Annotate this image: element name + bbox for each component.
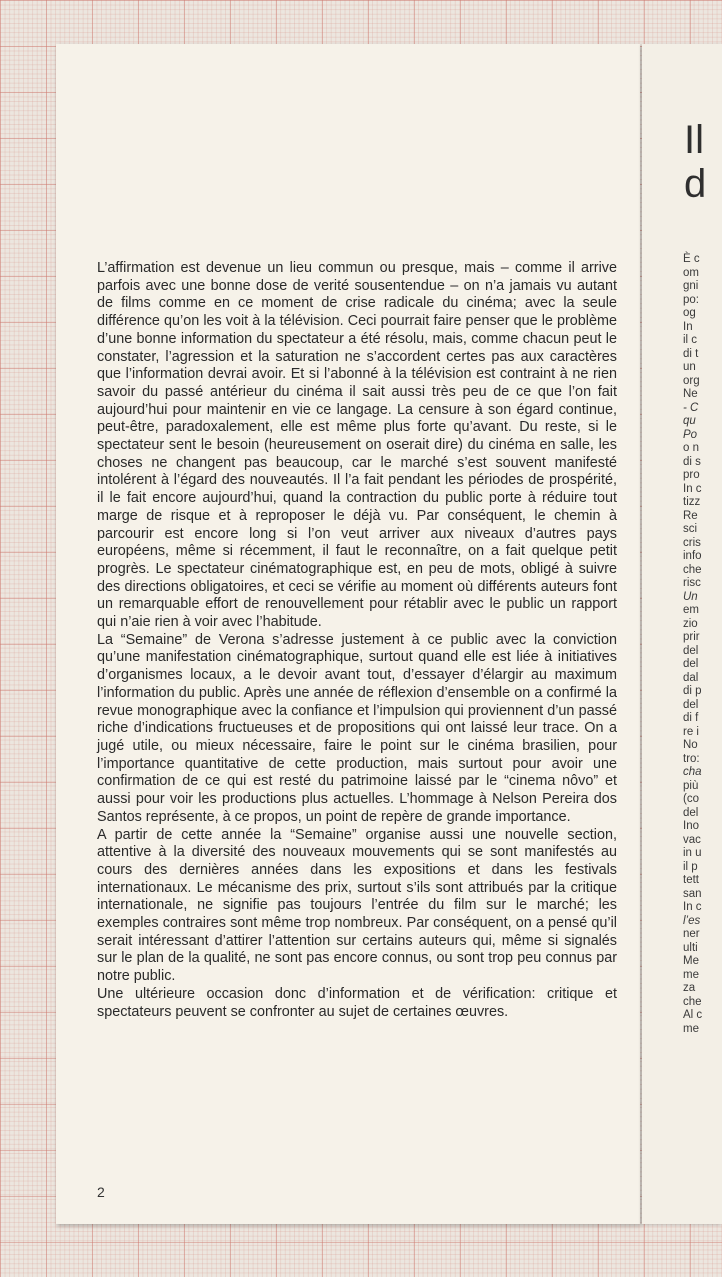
right-page-fragment: org	[683, 374, 700, 387]
right-page-fragment: tett	[683, 874, 699, 886]
right-page-fragment: gni	[683, 280, 699, 292]
right-page-heading	[684, 118, 706, 206]
right-page-fragment: È c	[683, 253, 700, 265]
right-page	[642, 44, 722, 1224]
right-page-fragment: Ino	[683, 820, 699, 832]
right-page-fragment: No	[683, 739, 698, 751]
right-page-fragment: ner	[683, 928, 700, 940]
page-number: 2	[97, 1184, 105, 1200]
right-page-fragment: og	[683, 307, 696, 319]
right-page-fragment: di p	[683, 685, 702, 697]
right-page-fragment: di s	[683, 455, 701, 468]
right-page-fragment: ulti	[683, 941, 698, 954]
right-page-fragment: Al c	[683, 1009, 703, 1021]
right-page-fragment: em	[683, 604, 699, 616]
right-page-fragment: cha	[683, 766, 702, 778]
right-page-fragment: più	[683, 779, 699, 792]
right-page-fragment: cris	[683, 536, 701, 549]
right-page-fragment: risc	[683, 577, 701, 589]
right-page-fragment: sci	[683, 523, 698, 535]
right-page-fragment: san	[683, 887, 702, 900]
right-heading-line-1: Il	[684, 118, 704, 162]
right-page-fragment: dal	[683, 671, 699, 684]
right-page-fragment: un	[683, 361, 696, 373]
right-page-fragment: in u	[683, 847, 702, 859]
right-page-fragment: prir	[683, 631, 700, 643]
right-page-fragment: Un	[683, 590, 698, 603]
right-page-fragment: - C	[683, 401, 699, 414]
right-page-fragment: Re	[683, 509, 698, 522]
right-page-fragment: del	[683, 698, 699, 711]
right-page-fragment: del	[683, 644, 699, 657]
right-page-fragment: vac	[683, 833, 701, 846]
right-page-fragment: me	[683, 968, 699, 981]
right-page-fragment: In c	[683, 901, 702, 913]
right-page-fragment: Ne	[683, 388, 698, 400]
show-through-title	[88, 140, 608, 176]
right-page-fragment: zio	[683, 617, 698, 630]
right-page-fragment: In	[683, 320, 693, 333]
right-page-fragment: me	[683, 1022, 699, 1035]
right-page-fragment: del	[683, 806, 699, 819]
right-page-fragment: del	[683, 658, 699, 670]
right-page-fragment: za	[683, 982, 696, 994]
right-page-fragment: che	[683, 995, 702, 1008]
paragraph-1: L’affirmation est devenue un lieu commun ou presque, mais – comme il arrive parfois avec une bonne dose de verité sousentendue – on n’a jamais vu autant de films comme en ce moment de crise radicale du cinéma; avec la seule différence qu’on les voit à la télévision. Ceci pourrait faire penser que le problème d’une bonne information du spectateur a été résolu, mais, comme chacun peut le constater, l’agression et la saturation ne s’accordent certes pas aux caractères que l’information devrai avoir. Et si l’abonné à la télévision est contraint à ne rien savoir du passé antérieur du cinéma il sait aussi très peu de ce que l’on fait aujourd’hui pour maintenir en vie ce langage. La censure à son égard continue, peut-être, paradoxalement, elle est même plus forte qu’avant. Du reste, si le spectateur sent le besoin (heureusement on oserait dire) du cinéma en salle, les choses ne changent pas beaucoup, car le marché s’est souvent manifesté intolérent à l’égard des nouveautés. Il l’a fait pendant les périodes de prospérité, il le fait encore aujourd’hui, quand la contraction du public porte à réduire tout marge de risque et à reproposer le déjà vu. Par conséquent, le chemin à parcourir est encore long si l’on veut arriver aux niveaux d’autres pays européens, même si récemment, il faut le reconnaître, on a fait quelque petit progrès. Le spectateur cinématographique est, en peu de mots, obligé à suivre des directions obligatoires, et ceci se vérifie au moment où différents auteurs font un remarquable effort de renouvellement pour rétablir avec le public un rapport qui n’aie rien à voir avec l’habitude.	[97, 260, 617, 631]
right-page-fragment: (co	[683, 793, 699, 805]
right-page-fragment: Me	[683, 955, 699, 967]
right-page-fragment: tro:	[683, 752, 700, 765]
right-page-fragment: info	[683, 550, 702, 562]
right-page-fragment: l’es	[683, 914, 701, 927]
right-page-fragment: o n	[683, 442, 699, 454]
body-text	[97, 260, 617, 1021]
right-page-fragment: po:	[683, 293, 699, 306]
paragraph-4: Une ultérieure occasion donc d’information et de vérification: critique et spectateurs peuvent se confronter au sujet de certaines œuvres.	[97, 985, 617, 1020]
show-through-subtitle	[88, 236, 468, 246]
right-page-fragment: di t	[683, 347, 699, 360]
right-page-fragment: pro	[683, 469, 700, 481]
right-page-fragment: che	[683, 563, 702, 576]
right-page-text-fragments	[683, 253, 703, 1036]
paragraph-2: La “Semaine” de Verona s’adresse justement à ce public avec la conviction qu’une manifestation cinématographique, surtout quand elle est liée à initiatives d’organismes locaux, a le devoir avant tout, d’essayer d’élargir au maximum l’information du public. Après une année de réflexion d’ensemble on a confirmé la revue monographique avec la confiance et l’impulsion qui proviennent d’un passé riche d’indications fructueuses et de propositions qui ont laissé leur trace. On a jugé utile, ou mieux nécessaire, faire le point sur le cinéma brasilien, pour l’importance quantitative de cette production, mais surtout pour avoir une confirmation de ce qui est resté du patrimoine laissé par le “cinema nôvo” et aussi pour voir les productions plus actuelles. L’hommage à Nelson Pereira dos Santos représente, à ce propos, un point de repère de grande importance.	[97, 631, 617, 825]
right-page-fragment: di f	[683, 712, 699, 724]
right-page-fragment: Po	[683, 428, 698, 441]
right-page-fragment: re i	[683, 725, 699, 738]
right-page-fragment: qu	[683, 415, 696, 427]
right-page-fragment: om	[683, 266, 699, 279]
right-page-fragment: il c	[683, 334, 698, 346]
right-page-fragment: In c	[683, 482, 702, 495]
right-page-fragment: tizz	[683, 496, 701, 508]
right-page-fragment: il p	[683, 860, 698, 873]
right-heading-line-2: d	[684, 162, 707, 206]
paragraph-3: A partir de cette année la “Semaine” organise aussi une nouvelle section, attentive à la diversité des nouveaux mouvements qui se sont manifestés au cours des dernières années dans les expositions et dans les festivals internationaux. Le mécanisme des prix, surtout s’ils sont attribués par la critique internationale, ne signifie pas toujours l’entrée du film sur le marché; les exemples contraires sont même trop nombreux. Par conséquent, on a pensé qu’il serait intéressant d’attirer l’attention sur certains auteurs qui, même si signalés sur le plan de la qualité, ne sont pas encore connus, ou sont trop peu connus par notre public.	[97, 826, 617, 985]
